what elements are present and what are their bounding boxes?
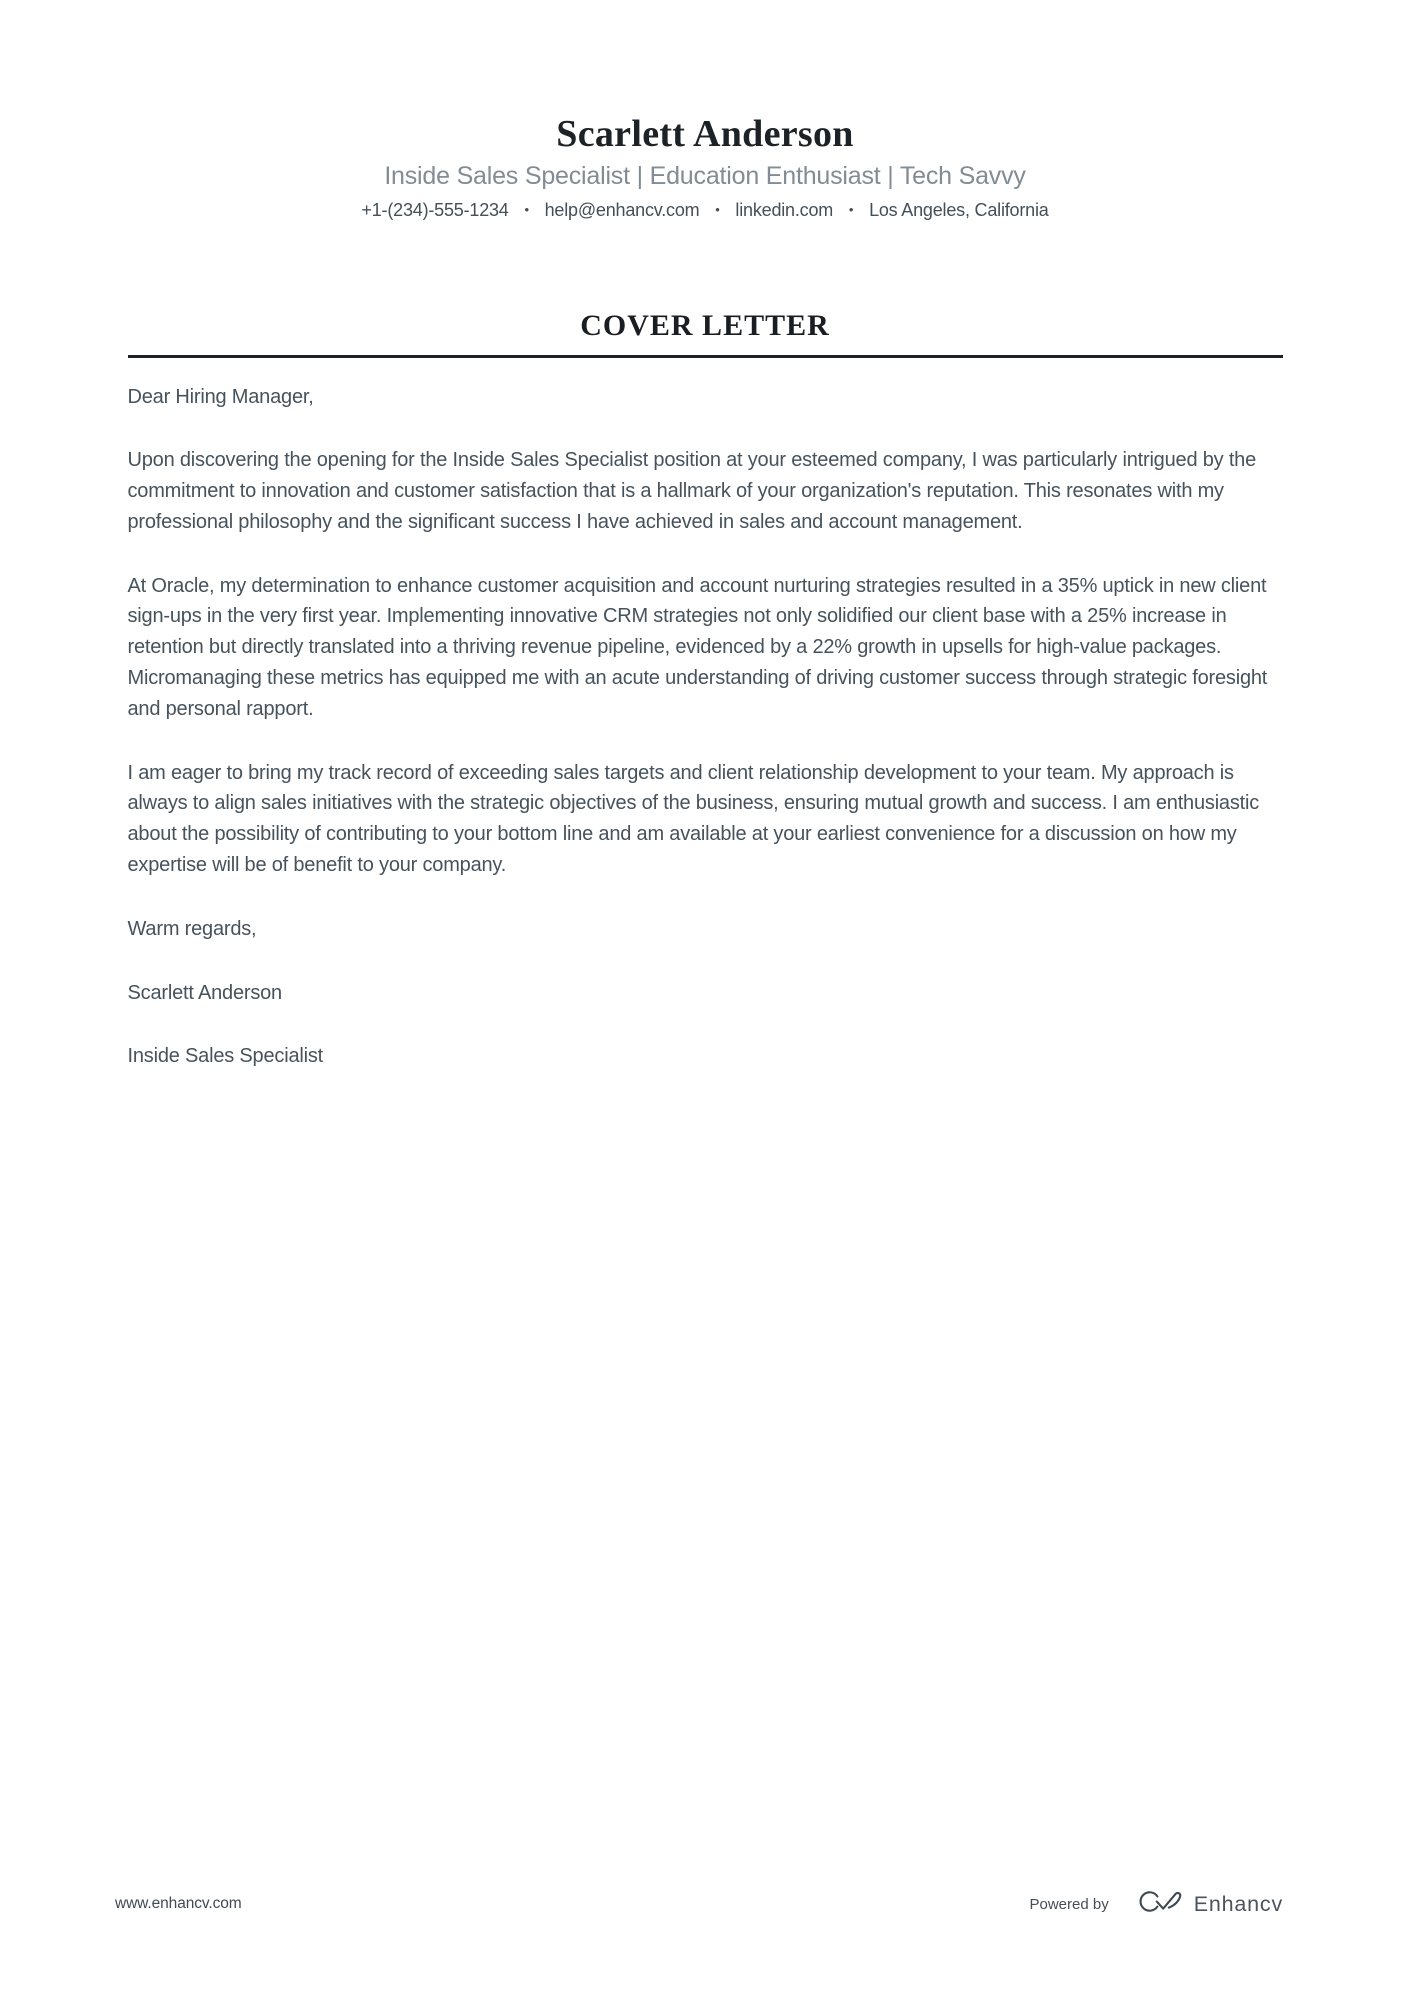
signature-name: Scarlett Anderson [127,981,282,1004]
letter-paragraph: At Oracle, my determination to enhance customer acquisition and account nurturing strategies resulted in a 35% uptick in new client sign-ups in the very first year. Implementing innovative CRM strategies not only solidified our client base with a 25% increase in retention but directly translated into a thriving revenue pipeline, evidenced by a 22% growth in upsells for high-value packages. Micromanaging these metrics has equipped me with an acute understanding of driving customer success through strategic foresight and personal rapport. [127,574,1268,720]
contact-email[interactable]: help@enhancv.com [544,200,700,220]
enhancv-brand-name[interactable]: Enhancv [1193,1891,1283,1916]
contact-location: Los Angeles, California [869,200,1049,220]
footer-website-link[interactable]: www.enhancv.com [115,1895,242,1912]
bullet-separator-icon: • [715,202,720,217]
powered-by-group [1030,1891,1284,1917]
powered-by-label: Powered by [1029,1895,1109,1913]
letter-title-section [128,308,1283,358]
letter-body [128,382,1283,1073]
contact-phone: +1-(234)-555-1234 [361,200,509,220]
title-divider [128,355,1283,358]
signature-title: Inside Sales Specialist [127,1045,324,1068]
page-footer [115,1891,1283,1917]
letter-paragraph: Upon discovering the opening for the Inside Sales Specialist position at your esteemed company, I was particularly intrigued by the commitment to innovation and customer satisfaction that is a hallmark of your organization's reputation. This resonates with my professional philosophy and the significant success I have achieved in sales and account management. [127,449,1257,533]
enhancv-logo-icon[interactable] [1137,1891,1183,1917]
person-headline: Inside Sales Specialist | Education Enthusiast | Tech Savvy [384,162,1026,190]
person-name: Scarlett Anderson [556,113,854,155]
section-title: COVER LETTER [580,309,830,342]
letter-paragraph: I am eager to bring my track record of exceeding sales targets and client relationship development to your team. My approach is always to align sales initiatives with the strategic objectives of the business, ensuring mutual growth and success. I am enthusiastic about the possibility of contributing to your bottom line and am available at your earliest convenience for a discussion on how my expertise will be of benefit to your company. [127,761,1260,877]
closing-line: Warm regards, [127,917,257,940]
bullet-separator-icon: • [524,202,529,217]
contact-linkedin[interactable]: linkedin.com [735,200,834,220]
document-header [0,0,1410,222]
contact-line [0,198,1410,222]
bullet-separator-icon: • [848,202,854,217]
salutation: Dear Hiring Manager, [127,385,314,408]
